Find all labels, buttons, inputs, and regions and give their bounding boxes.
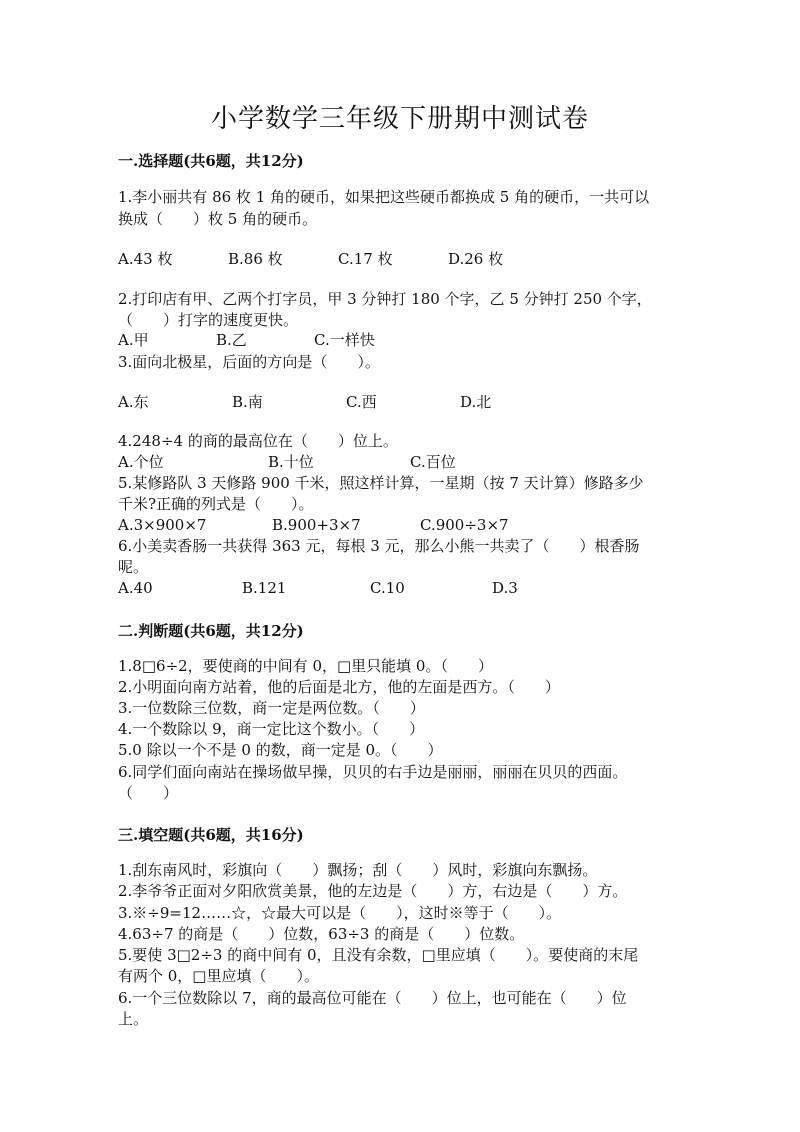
- option-b: B.86 枚: [228, 250, 283, 268]
- question-text: 2.打印店有甲、乙两个打字员，甲 3 分钟打 180 个字，乙 5 分钟打 250 个字，: [118, 290, 652, 308]
- option-a: A.甲: [118, 331, 149, 349]
- question-text: 呢。: [118, 558, 149, 576]
- section-heading-choice: 一.选择题(共6题，共12分): [118, 152, 304, 170]
- page-title: 小学数学三年级下册期中测试卷: [210, 104, 589, 134]
- question-text: 换成（ ）枚 5 角的硬币。: [118, 210, 318, 228]
- option-d: D.北: [460, 393, 492, 411]
- option-c: C.900÷3×7: [420, 516, 509, 534]
- question-text: 4.63÷7 的商是（ ）位数，63÷3 的商是（ ）位数。: [118, 925, 525, 943]
- option-a: A.43 枚: [118, 250, 173, 268]
- option-c: C.一样快: [314, 331, 375, 349]
- option-c: C.百位: [410, 453, 456, 471]
- question-text: （ ）: [118, 784, 179, 802]
- option-c: C.西: [346, 393, 377, 411]
- option-b: B.十位: [268, 453, 314, 471]
- question-text: 上。: [118, 1010, 149, 1028]
- option-d: D.3: [492, 579, 518, 597]
- question-text: 3.一位数除三位数，商一定是两位数。（ ）: [118, 699, 425, 717]
- question-text: 5.要使 3□2÷3 的商中间有 0，且没有余数，□里应填（ ）。要使商的末尾: [118, 946, 639, 964]
- option-b: B.乙: [216, 331, 247, 349]
- question-text: 3.※÷9=12……☆，☆最大可以是（ ），这时※等于（ ）。: [118, 904, 562, 922]
- question-text: （ ）打字的速度更快。: [118, 311, 299, 329]
- section-heading-fill-in: 三.填空题(共6题，共16分): [118, 826, 304, 844]
- question-text: 有两个 0，□里应填（ ）。: [118, 967, 319, 985]
- question-text: 6.同学们面向南站在操场做早操，贝贝的右手边是丽丽，丽丽在贝贝的西面。: [118, 763, 628, 781]
- question-text: 2.小明面向南方站着，他的后面是北方，他的左面是西方。（ ）: [118, 678, 560, 696]
- question-text: 6.一个三位数除以 7，商的最高位可能在（ ）位上，也可能在（ ）位: [118, 989, 627, 1007]
- option-c: C.17 枚: [338, 250, 393, 268]
- question-text: 1.8□6÷2，要使商的中间有 0，□里只能填 0。（ ）: [118, 657, 493, 675]
- question-text: 5.某修路队 3 天修路 900 千米，照这样计算，一星期（按 7 天计算）修路多少: [118, 474, 644, 492]
- section-heading-judgment: 二.判断题(共6题，共12分): [118, 622, 304, 640]
- question-text: 4.一个数除以 9，商一定比这个数小。（ ）: [118, 720, 425, 738]
- option-b: B.南: [232, 393, 263, 411]
- question-text: 3.面向北极星，后面的方向是（ ）。: [118, 353, 380, 371]
- option-a: A.个位: [118, 453, 164, 471]
- question-text: 2.李爷爷正面对夕阳欣赏美景，他的左边是（ ）方，右边是（ ）方。: [118, 882, 628, 900]
- option-a: A.40: [118, 579, 153, 597]
- option-b: B.900+3×7: [272, 516, 361, 534]
- question-text: 6.小美卖香肠一共获得 363 元，每根 3 元，那么小熊一共卖了（ ）根香肠: [118, 537, 640, 555]
- question-text: 4.248÷4 的商的最高位在（ ）位上。: [118, 432, 398, 450]
- option-d: D.26 枚: [448, 250, 504, 268]
- question-text: 1.刮东南风时，彩旗向（ ）飘扬；刮（ ）风时，彩旗向东飘扬。: [118, 861, 598, 879]
- option-b: B.121: [242, 579, 287, 597]
- question-text: 1.李小丽共有 86 枚 1 角的硬币，如果把这些硬币都换成 5 角的硬币，一共可以: [118, 188, 650, 206]
- option-c: C.10: [370, 579, 405, 597]
- question-text: 千米?正确的列式是（ ）。: [118, 495, 314, 513]
- option-a: A.东: [118, 393, 149, 411]
- question-text: 5.0 除以一个不是 0 的数，商一定是 0。（ ）: [118, 741, 443, 759]
- option-a: A.3×900×7: [118, 516, 207, 534]
